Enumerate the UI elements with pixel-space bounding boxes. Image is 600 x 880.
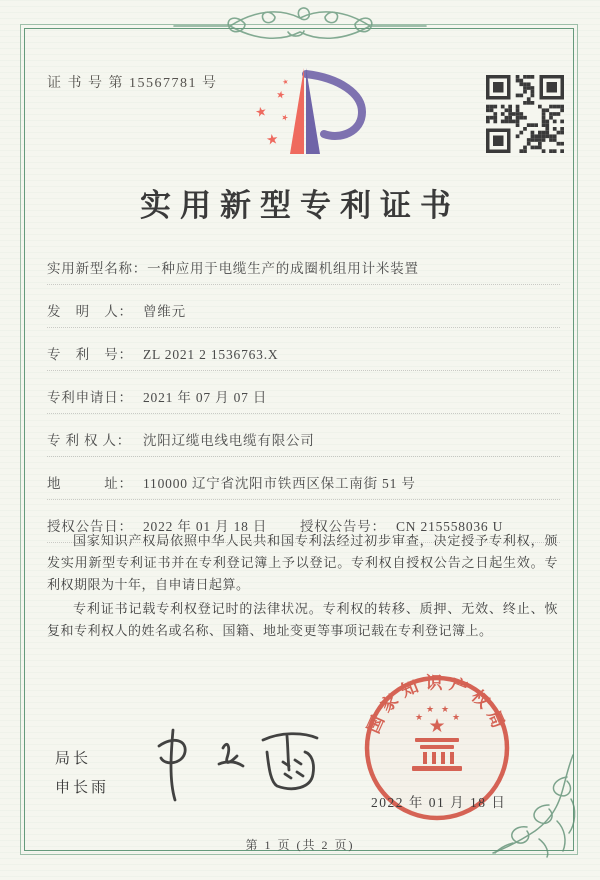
field-value: 沈阳辽缆电线电缆有限公司 [143, 433, 315, 448]
signature-handwriting-icon [135, 718, 335, 813]
legal-text [47, 530, 558, 644]
certificate-title: 实用新型专利证书 [140, 188, 460, 223]
signer-title: 局长 [55, 751, 92, 767]
svg-text:★: ★ [425, 705, 435, 715]
certificate-fields [47, 252, 560, 553]
legal-paragraph-2: 专利证书记载专利权登记时的法律状况。专利权的转移、质押、无效、终止、恢复和专利权人的姓名或名称、国籍、地址变更等事项记载在专利登记簿上。 [47, 601, 558, 638]
field-value: 曾维元 [143, 304, 186, 319]
svg-text:★: ★ [279, 112, 290, 124]
field-label: 发 明 人： [47, 304, 133, 319]
field-row-inventor [47, 295, 560, 328]
svg-text:★: ★ [275, 89, 286, 102]
cnipa-logo-icon [240, 60, 380, 168]
svg-text:★: ★ [440, 705, 450, 715]
seal-date: 2022 年 01 月 18 日 [371, 795, 507, 810]
field-label: 实用新型名称： [47, 261, 148, 276]
svg-text:★: ★ [265, 131, 280, 149]
field-label: 地 址： [47, 476, 133, 491]
svg-text:★: ★ [428, 715, 446, 737]
signer-block [55, 745, 109, 803]
signer-name: 申长雨 [55, 780, 110, 796]
grant-number-label: 授权公告号： [300, 519, 386, 534]
field-row-patentee [47, 424, 560, 457]
field-value: 2021 年 07 月 07 日 [143, 390, 268, 405]
svg-text:★: ★ [414, 713, 424, 723]
field-row-address [47, 467, 560, 500]
field-label: 专利申请日： [47, 390, 133, 405]
field-label: 专 利 号： [47, 347, 133, 362]
field-row-patent-number [47, 338, 560, 371]
field-label: 专 利 权 人： [47, 433, 132, 448]
svg-text:★: ★ [451, 713, 461, 723]
field-row-utility-model-name [47, 252, 560, 285]
page-number: 第 1 页 (共 2 页) [245, 838, 355, 852]
certificate-number: 证 书 号 第 15567781 号 [47, 76, 218, 91]
grant-number-value: CN 215558036 U [396, 519, 504, 534]
field-value: 110000 辽宁省沈阳市铁西区保工南街 51 号 [143, 476, 416, 491]
grant-date-value: 2022 年 01 月 18 日 [143, 519, 268, 534]
field-row-application-date [47, 381, 560, 414]
svg-text:★: ★ [254, 104, 269, 122]
qr-code-icon [486, 75, 564, 153]
top-flourish-ornament [170, 2, 430, 44]
field-value: 一种应用于电缆生产的成圈机组用计米装置 [147, 261, 419, 276]
field-value: ZL 2021 2 1536763.X [143, 347, 279, 362]
svg-text:★: ★ [281, 77, 290, 87]
seal-text: 国家知识产权局 [363, 673, 511, 737]
legal-paragraph-1: 国家知识产权局依照中华人民共和国专利法经过初步审查，决定授予专利权，颁发实用新型专利证书并在专利登记簿上予以登记。专利权自授权公告之日起生效。专利权期限为十年，自申请日起算。 [47, 533, 558, 592]
grant-date-label: 授权公告日： [47, 519, 133, 534]
